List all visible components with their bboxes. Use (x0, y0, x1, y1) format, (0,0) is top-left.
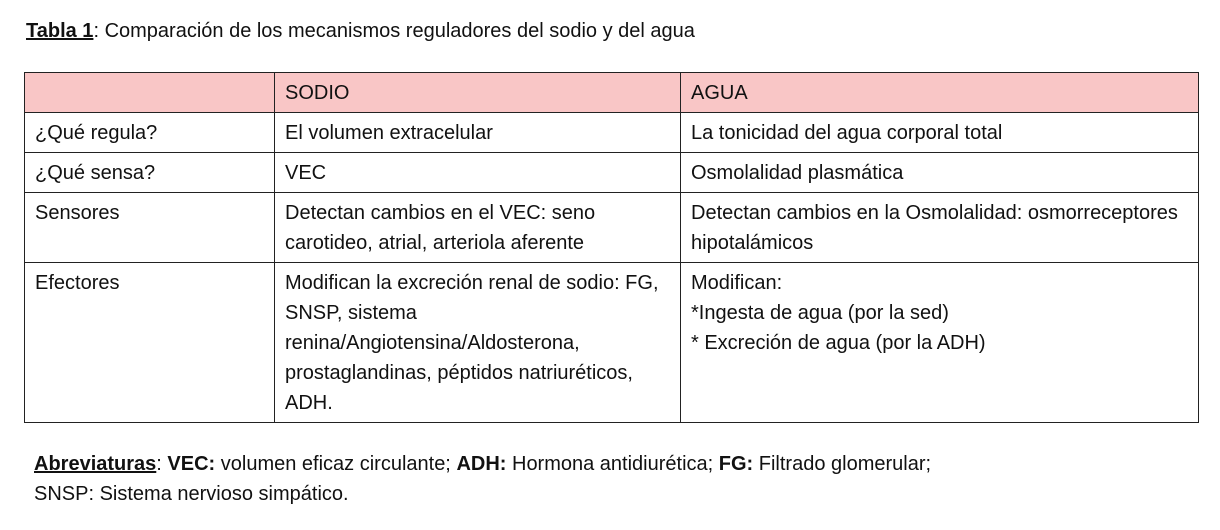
abbr-vec-text: volumen eficaz circulante; (215, 453, 457, 475)
abbr-fg-text: Filtrado glomerular; (753, 453, 932, 475)
agua-cell: Osmolalidad plasmática (681, 153, 1199, 193)
sodio-cell: El volumen extracelular (275, 113, 681, 153)
comparison-table (24, 72, 1199, 423)
row-label: Sensores (25, 193, 275, 263)
table-row (25, 113, 1199, 153)
row-label: ¿Qué sensa? (25, 153, 275, 193)
row-label: Efectores (25, 263, 275, 423)
abbreviations-title: Abreviaturas (34, 453, 157, 475)
abbreviations-note (34, 449, 1194, 509)
abbr-snsp: SNSP: Sistema nervioso simpático. (34, 483, 349, 505)
header-cell-sodio: SODIO (275, 73, 681, 113)
sodio-cell: Modifican la excreción renal de sodio: FG, SNSP, sistema renina/Angiotensina/Aldosterona, prostaglandinas, péptidos natriuréticos, ADH. (275, 263, 681, 423)
agua-cell: La tonicidad del agua corporal total (681, 113, 1199, 153)
agua-cell: Detectan cambios en la Osmolalidad: osmorreceptores hipotalámicos (681, 193, 1199, 263)
abbr-vec: VEC: (167, 453, 216, 475)
sodio-cell: VEC (275, 153, 681, 193)
table-caption-separator: : (93, 20, 105, 42)
row-label: ¿Qué regula? (25, 113, 275, 153)
sodio-cell: Detectan cambios en el VEC: seno carotideo, atrial, arteriola aferente (275, 193, 681, 263)
header-cell-agua: AGUA (681, 73, 1199, 113)
abbreviations-colon: : (156, 453, 168, 475)
table-row (25, 263, 1199, 423)
table-caption-text: Comparación de los mecanismos reguladores del sodio y del agua (104, 20, 695, 42)
agua-cell: Modifican: *Ingesta de agua (por la sed) * Excreción de agua (por la ADH) (681, 263, 1199, 423)
abbr-adh-text: Hormona antidiurética; (506, 453, 719, 475)
table-caption-label: Tabla 1 (26, 20, 94, 42)
header-cell-empty (25, 73, 275, 113)
table-header-row (25, 73, 1199, 113)
abbr-fg: FG: (718, 453, 754, 475)
abbr-adh: ADH: (456, 453, 507, 475)
table-row (25, 153, 1199, 193)
table-row (25, 193, 1199, 263)
table-caption (26, 18, 695, 44)
